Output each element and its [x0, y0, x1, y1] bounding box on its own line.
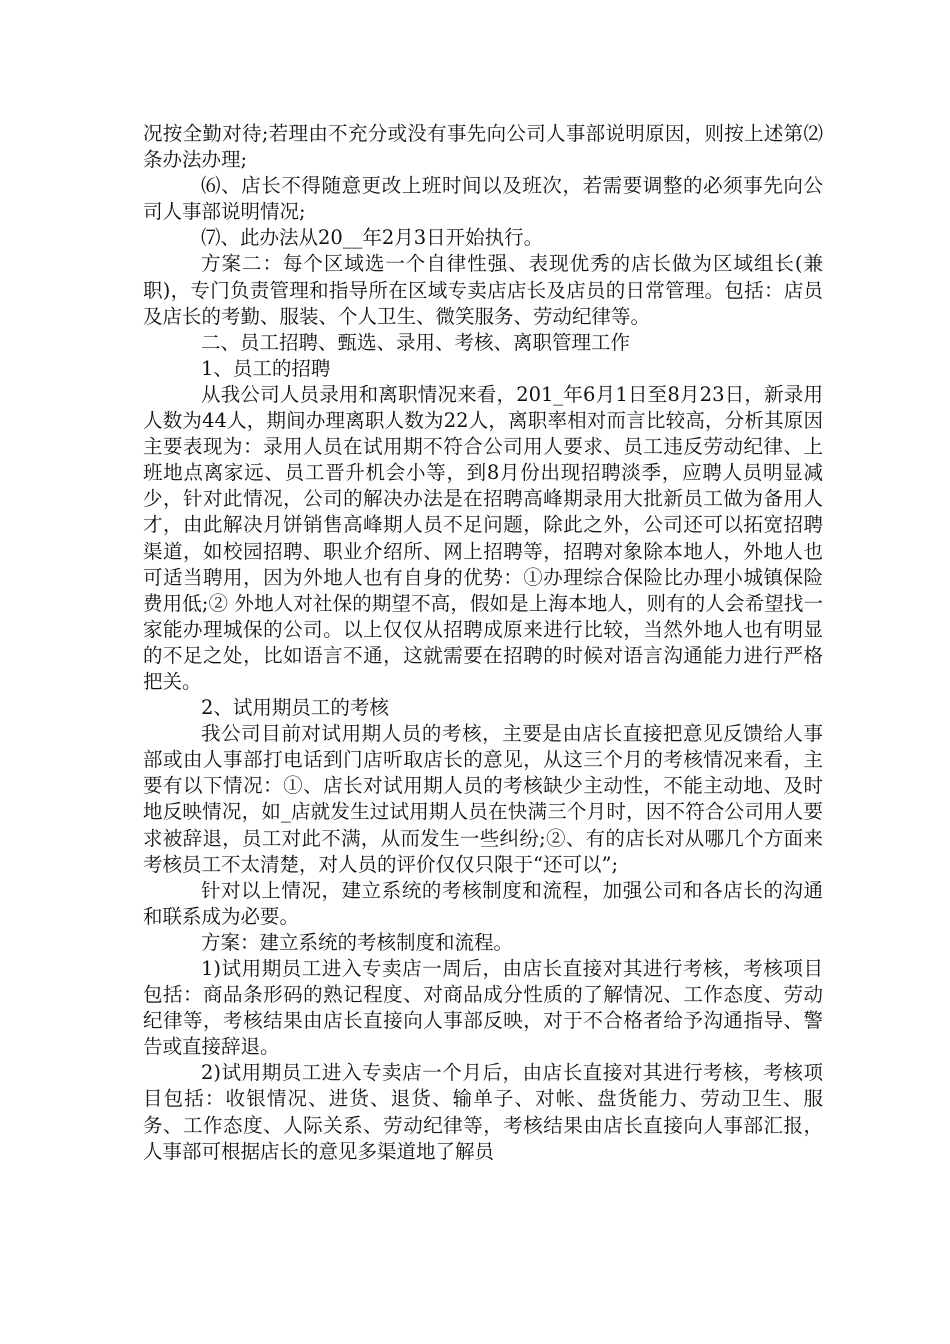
paragraph-response: 针对以上情况，建立系统的考核制度和流程，加强公司和各店长的沟通和联系成为必要。: [143, 878, 823, 928]
paragraph-recruitment: 从我公司人员录用和离职情况来看，201_年6月1日至8月23日，新录用人数为44人，期间办理离职人数为22人，离职率相对而言比较高，分析其原因主要表现为：录用人员在试用期不符合公司用人要求、员工违反劳动纪律、上班地点离家远、员工晋升机会小等，到8月份出现招聘淡季，应聘人员明显减少，针对此情况，公司的解决办法是在招聘高峰期录用大批新员工做为备用人才，由此解决月饼销售高峰期人员不足问题，除此之外，公司还可以拓宽招聘渠道，如校园招聘、职业介绍所、网上招聘等，招聘对象除本地人，外地人也可适当聘用，因为外地人也有自身的优势：①办理综合保险比办理小城镇保险费用低;② 外地人对社保的期望不高，假如是上海本地人，则有的人会希望找一家能办理城保的公司。以上仅仅从招聘成原来进行比较，当然外地人也有明显的不足之处，比如语言不通，这就需要在招聘的时候对语言沟通能力进行严格把关。: [143, 382, 823, 693]
paragraph-1: 况按全勤对待;若理由不充分或没有事先向公司人事部说明原因，则按上述第⑵条办法办理;: [143, 122, 823, 172]
paragraph-2: ⑹、店长不得随意更改上班时间以及班次，若需要调整的必须事先向公司人事部说明情况;: [143, 174, 823, 224]
paragraph-plan-item-2: 2)试用期员工进入专卖店一个月后，由店长直接对其进行考核，考核项目包括：收银情况、进货、退货、输单子、对帐、盘货能力、劳动卫生、服务、工作态度、人际关系、劳动纪律等，考核结果由店长直接向人事部汇报，人事部可根据店长的意见多渠道地了解员: [143, 1061, 823, 1163]
subheading-recruitment: 1、员工的招聘: [201, 356, 331, 380]
paragraph-3: ⑺、此办法从20__年2月3日开始执行。: [201, 226, 544, 250]
paragraph-plan-item-1: 1)试用期员工进入专卖店一周后，由店长直接对其进行考核，考核项目包括：商品条形码的熟记程度、对商品成分性质的了解情况、工作态度、劳动纪律等，考核结果由店长直接向人事部反映，对于不合格者给予沟通指导、警告或直接辞退。: [143, 957, 823, 1059]
section-heading-2: 二、员工招聘、甄选、录用、考核、离职管理工作: [201, 330, 631, 354]
document-page: [143, 121, 823, 1165]
paragraph-4: 方案二：每个区域选一个自律性强、表现优秀的店长做为区域组长(兼职)，专门负责管理和指导所在区域专卖店店长及店员的日常管理。包括：店员及店长的考勤、服装、个人卫生、微笑服务、劳动纪律等。: [143, 252, 823, 328]
paragraph-plan: 方案：建立系统的考核制度和流程。: [201, 930, 514, 954]
paragraph-probation: 我公司目前对试用期人员的考核，主要是由店长直接把意见反馈给人事部或由人事部打电话到门店听取店长的意见，从这三个月的考核情况来看，主要有以下情况：①、店长对试用期人员的考核缺少主动性，不能主动地、及时地反映情况，如_店就发生过试用期人员在快满三个月时，因不符合公司用人要求被辞退，员工对此不满，从而发生一些纠纷;②、有的店长对从哪几个方面来考核员工不太清楚，对人员的评价仅仅只限于“还可以”;: [143, 722, 823, 876]
subheading-probation-assessment: 2、试用期员工的考核: [201, 696, 389, 720]
